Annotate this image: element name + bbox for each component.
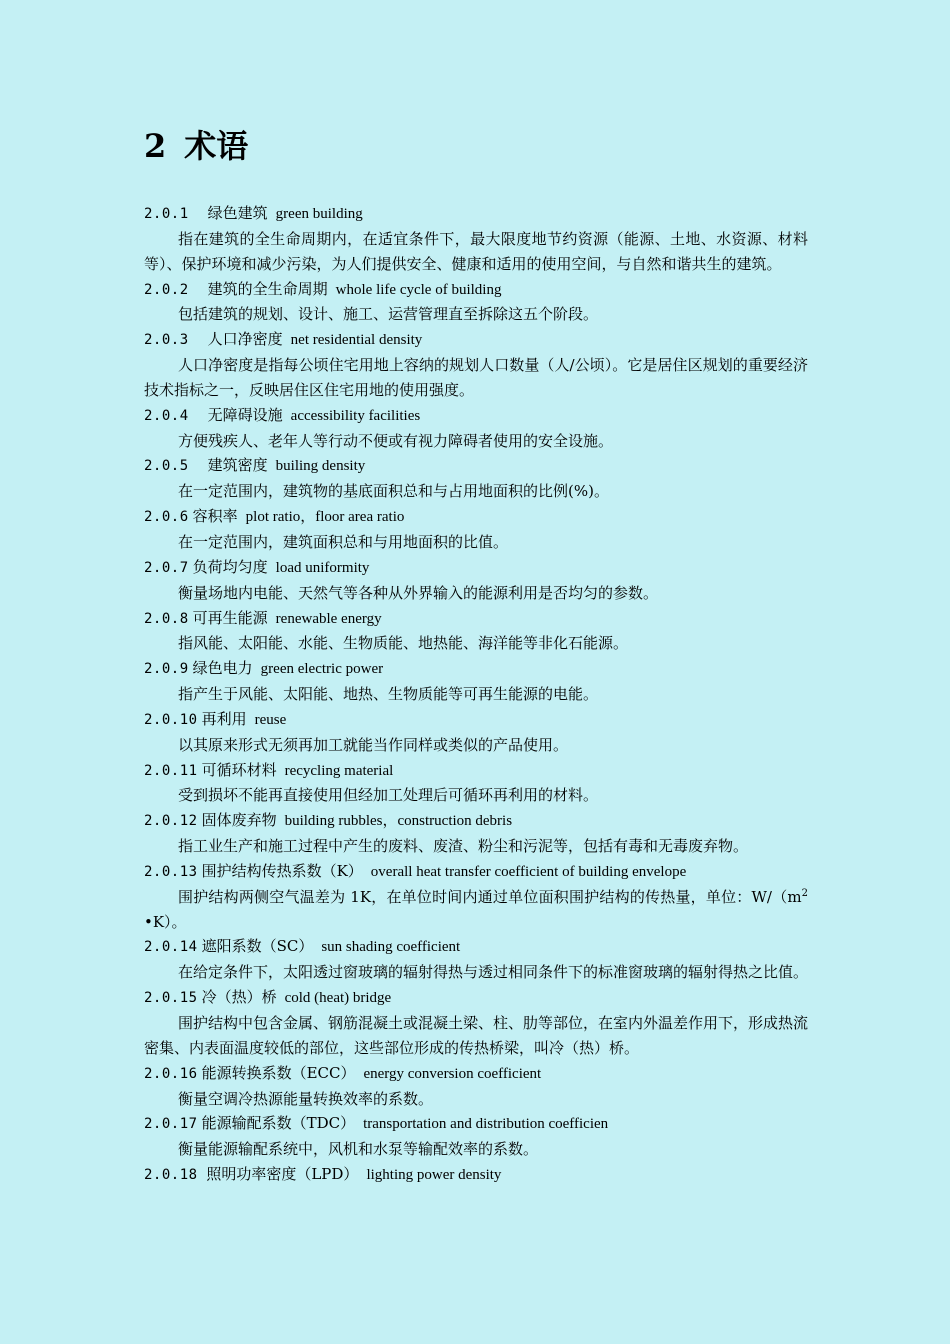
term-english: whole life cycle of building [335,281,502,298]
term-english: lighting power density [366,1167,502,1184]
term-entry [144,808,808,859]
term-english: green electric power [260,661,384,678]
term-definition: 在给定条件下，太阳透过窗玻璃的辐射得热与透过相同条件下的标准窗玻璃的辐射得热之比值。 [178,963,809,982]
chapter-number: 2 [144,127,167,165]
term-entry [144,555,808,606]
term-number: 2.0.2 [144,281,189,298]
chapter-title-text: 术语 [184,127,249,165]
term-chinese: 人口净密度 [192,330,283,349]
term-entry [144,504,808,555]
term-chinese: 容积率 [192,507,238,526]
term-chinese: 遮阳系数（SC） [201,937,314,956]
term-heading [144,201,808,227]
term-heading [144,985,808,1011]
term-chinese: 再利用 [201,709,247,728]
term-entry [144,277,808,328]
term-english: renewable energy [275,610,382,627]
term-definition: 指工业生产和施工过程中产生的废料、废渣、粉尘和污泥等，包括有毒和无毒废弃物。 [178,837,749,856]
term-chinese: 建筑密度 [192,456,268,475]
term-english: transportation and distribution coefficien [363,1116,609,1133]
term-heading [144,606,808,632]
term-number: 2.0.8 [144,610,189,627]
term-definition: 指产生于风能、太阳能、地热、生物质能等可再生能源的电能。 [178,685,599,704]
term-number: 2.0.11 [144,762,198,779]
term-definition: 指风能、太阳能、水能、生物质能、地热能、海洋能等非化石能源。 [178,634,629,653]
term-heading [144,327,808,353]
term-english: reuse [254,711,287,728]
term-number: 2.0.4 [144,407,189,424]
term-chinese: 绿色建筑 [192,204,268,222]
term-number: 2.0.1 [144,206,189,222]
term-number: 2.0.15 [144,990,198,1007]
term-entry [144,656,808,707]
term-chinese: 能源输配系数（TDC） [201,1114,356,1133]
term-entry [144,201,808,277]
term-definition: 受到损坏不能再直接使用但经加工处理后可循环再利用的材料。 [178,786,599,805]
term-entry [144,985,808,1061]
term-entry [144,859,808,935]
term-chinese: 固体废弃物 [201,811,277,830]
term-heading [144,555,808,581]
term-english: accessibility facilities [290,407,421,424]
term-entry [144,758,808,809]
term-definition: 衡量能源输配系统中，风机和水泵等输配效率的系数。 [178,1140,539,1159]
term-definition: 衡量场地内电能、天然气等各种从外界输入的能源利用是否均匀的参数。 [178,583,659,602]
term-definition [144,885,808,935]
term-english: recycling material [284,762,394,779]
term-entry [144,1162,808,1188]
term-heading [144,453,808,479]
term-number: 2.0.14 [144,939,198,956]
term-heading [144,504,808,530]
term-number: 2.0.13 [144,863,198,880]
term-english: green building [275,206,363,222]
term-definition: 以其原来形式无须再加工就能当作同样或类似的产品使用。 [178,735,569,754]
term-definition: 包括建筑的规划、设计、施工、运营管理直至拆除这五个阶段。 [178,305,599,324]
term-number: 2.0.7 [144,559,189,576]
term-chinese: 照明功率密度（LPD） [201,1165,359,1184]
term-chinese: 冷（热）桥 [201,988,277,1007]
chapter-title [144,122,248,170]
term-heading [144,1162,808,1188]
term-english: energy conversion coefficient [363,1065,542,1082]
term-chinese: 围护结构传热系数（K） [201,861,363,880]
term-heading [144,859,808,885]
term-definition: 衡量空调冷热源能量转换效率的系数。 [178,1089,434,1108]
term-definition-tail: •K）。 [144,912,187,931]
term-english: plot ratio，floor area ratio [245,509,405,526]
term-chinese: 绿色电力 [192,659,253,678]
term-heading [144,808,808,834]
term-definition: 指在建筑的全生命周期内，在适宜条件下，最大限度地节约资源（能源、土地、水资源、材料等）、保护环境和减少污染，为人们提供安全、健康和适用的使用空间，与自然和谐共生的建筑。 [144,229,808,273]
term-heading [144,277,808,303]
term-number: 2.0.10 [144,711,198,728]
term-heading [144,934,808,960]
term-entry [144,934,808,985]
term-number: 2.0.17 [144,1116,198,1133]
term-heading [144,403,808,429]
term-heading [144,656,808,682]
term-english: building rubbles，construction debris [284,813,513,830]
term-chinese: 无障碍设施 [192,405,283,424]
term-heading [144,758,808,784]
term-definition: 围护结构中包含金属、钢筋混凝土或混凝土梁、柱、肋等部位，在室内外温差作用下，形成热流密集、内表面温度较低的部位，这些部位形成的传热桥梁，叫冷（热）桥。 [144,1014,809,1057]
term-chinese: 可循环材料 [201,760,277,779]
term-heading [144,707,808,733]
term-number: 2.0.6 [144,509,189,526]
term-english: load uniformity [275,559,370,576]
term-entry [144,1111,808,1162]
term-chinese: 建筑的全生命周期 [192,279,328,298]
term-chinese: 负荷均匀度 [192,557,268,576]
term-number: 2.0.5 [144,458,189,475]
term-entry [144,327,808,403]
term-definition: 在一定范围内，建筑物的基底面积总和与占用地面积的比例(%)。 [178,482,609,501]
term-entry [144,606,808,657]
term-definition: 人口净密度是指每公顷住宅用地上容纳的规划人口数量（人/公顷）。它是居住区规划的重要经济技术指标之一，反映居住区住宅用地的使用强度。 [144,356,808,399]
superscript: 2 [801,887,808,899]
term-heading [144,1111,808,1137]
term-english: cold (heat) bridge [284,990,392,1007]
term-heading [144,1061,808,1087]
term-entry [144,403,808,454]
term-english: overall heat transfer coefficient of building envelope [370,863,687,880]
term-number: 2.0.16 [144,1065,198,1082]
term-english: builing density [275,458,366,475]
terms-list [144,201,808,1188]
term-number: 2.0.12 [144,813,198,830]
term-number: 2.0.18 [144,1167,198,1184]
term-entry [144,707,808,758]
term-number: 2.0.3 [144,332,189,349]
term-entry [144,1061,808,1112]
term-chinese: 能源转换系数（ECC） [201,1063,356,1082]
term-definition-text: 围护结构两侧空气温差为 1K，在单位时间内通过单位面积围护结构的传热量，单位：W/（m [178,887,802,906]
term-definition: 方便残疾人、老年人等行动不便或有视力障碍者使用的安全设施。 [178,431,614,450]
term-number: 2.0.9 [144,661,189,678]
term-english: net residential density [290,332,423,349]
term-chinese: 可再生能源 [192,608,268,627]
term-entry [144,453,808,504]
term-english: sun shading coefficient [321,939,461,956]
term-definition: 在一定范围内，建筑面积总和与用地面积的比值。 [178,532,509,551]
